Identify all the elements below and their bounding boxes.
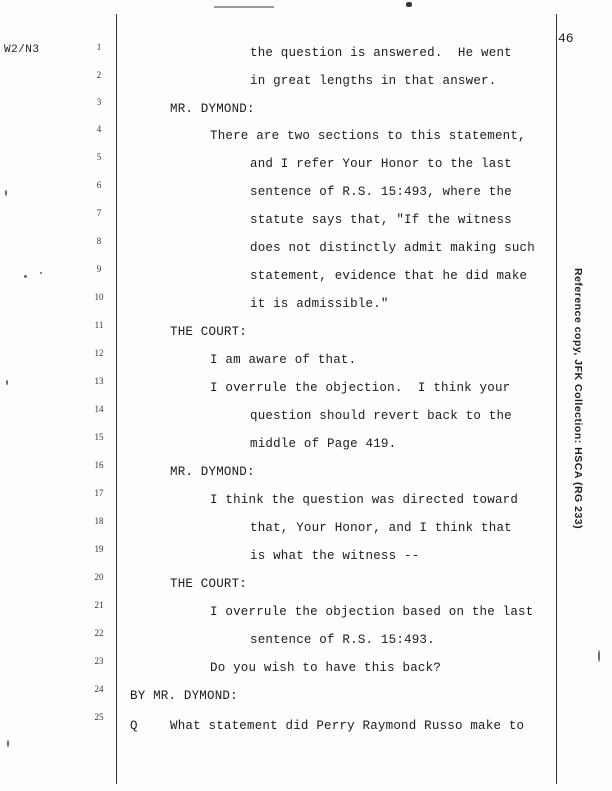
speaker-label: THE COURT: xyxy=(170,577,248,591)
transcript-line: the question is answered. He went xyxy=(250,46,512,60)
line-number: 6 xyxy=(96,180,102,190)
speaker-label: THE COURT: xyxy=(170,325,248,339)
line-number: 13 xyxy=(94,376,104,386)
archive-reference-note: Reference copy, JFK Collection: HSCA (RG 233) xyxy=(572,268,584,530)
line-number: 25 xyxy=(94,712,104,722)
transcript-line: I am aware of that. xyxy=(210,353,357,367)
scan-speck xyxy=(6,380,8,385)
transcript-line: What statement did Perry Raymond Russo make to xyxy=(170,719,525,733)
line-number: 11 xyxy=(94,320,104,330)
line-number: 3 xyxy=(96,97,102,107)
transcript-line: does not distinctly admit making such xyxy=(250,241,535,255)
line-number: 9 xyxy=(96,264,102,274)
page-number: 46 xyxy=(558,31,574,46)
transcript-line: in great lengths in that answer. xyxy=(250,74,497,88)
transcript-line: I overrule the objection based on the last xyxy=(210,605,534,619)
scan-mark xyxy=(214,6,274,8)
margin-code: W2/N3 xyxy=(4,44,40,56)
line-number: 7 xyxy=(96,208,102,218)
transcript-line: Do you wish to have this back? xyxy=(210,661,442,675)
transcript-line: is what the witness -- xyxy=(250,549,420,563)
scan-speck xyxy=(598,650,600,662)
line-number: 24 xyxy=(94,684,104,694)
line-number: 8 xyxy=(96,236,102,246)
transcript-line: that, Your Honor, and I think that xyxy=(250,521,512,535)
question-marker: Q xyxy=(130,719,138,733)
transcript-line: statute says that, "If the witness xyxy=(250,213,512,227)
scan-speck xyxy=(5,190,7,196)
examination-header: BY MR. DYMOND: xyxy=(130,689,238,703)
line-number: 23 xyxy=(94,656,104,666)
transcript-line: There are two sections to this statement, xyxy=(210,129,526,143)
line-number: 1 xyxy=(96,42,102,52)
line-number: 17 xyxy=(94,488,104,498)
scan-speck xyxy=(40,272,42,274)
scan-speck xyxy=(24,275,27,278)
scan-speck xyxy=(7,740,9,747)
line-number: 12 xyxy=(94,348,104,358)
line-number: 21 xyxy=(94,600,104,610)
transcript-line: statement, evidence that he did make xyxy=(250,269,528,283)
speaker-label: MR. DYMOND: xyxy=(170,465,255,479)
line-number: 10 xyxy=(94,292,104,302)
line-number: 14 xyxy=(94,404,104,414)
line-number: 4 xyxy=(96,124,102,134)
line-number: 16 xyxy=(94,460,104,470)
right-margin-rule xyxy=(556,14,557,784)
transcript-line: sentence of R.S. 15:493, where the xyxy=(250,185,512,199)
line-number: 18 xyxy=(94,516,104,526)
transcript-line: middle of Page 419. xyxy=(250,437,397,451)
line-number: 22 xyxy=(94,628,104,638)
scan-mark xyxy=(406,2,412,7)
line-number: 15 xyxy=(94,432,104,442)
line-number: 20 xyxy=(94,572,104,582)
line-number: 19 xyxy=(94,544,104,554)
transcript-line: it is admissible." xyxy=(250,297,389,311)
left-margin-rule xyxy=(116,14,117,784)
transcript-line: I overrule the objection. I think your xyxy=(210,381,511,395)
line-number: 5 xyxy=(96,152,102,162)
transcript-line: sentence of R.S. 15:493. xyxy=(250,633,435,647)
line-number: 2 xyxy=(96,70,102,80)
transcript-line: question should revert back to the xyxy=(250,409,512,423)
transcript-line: and I refer Your Honor to the last xyxy=(250,157,512,171)
speaker-label: MR. DYMOND: xyxy=(170,102,255,116)
transcript-line: I think the question was directed toward xyxy=(210,493,519,507)
